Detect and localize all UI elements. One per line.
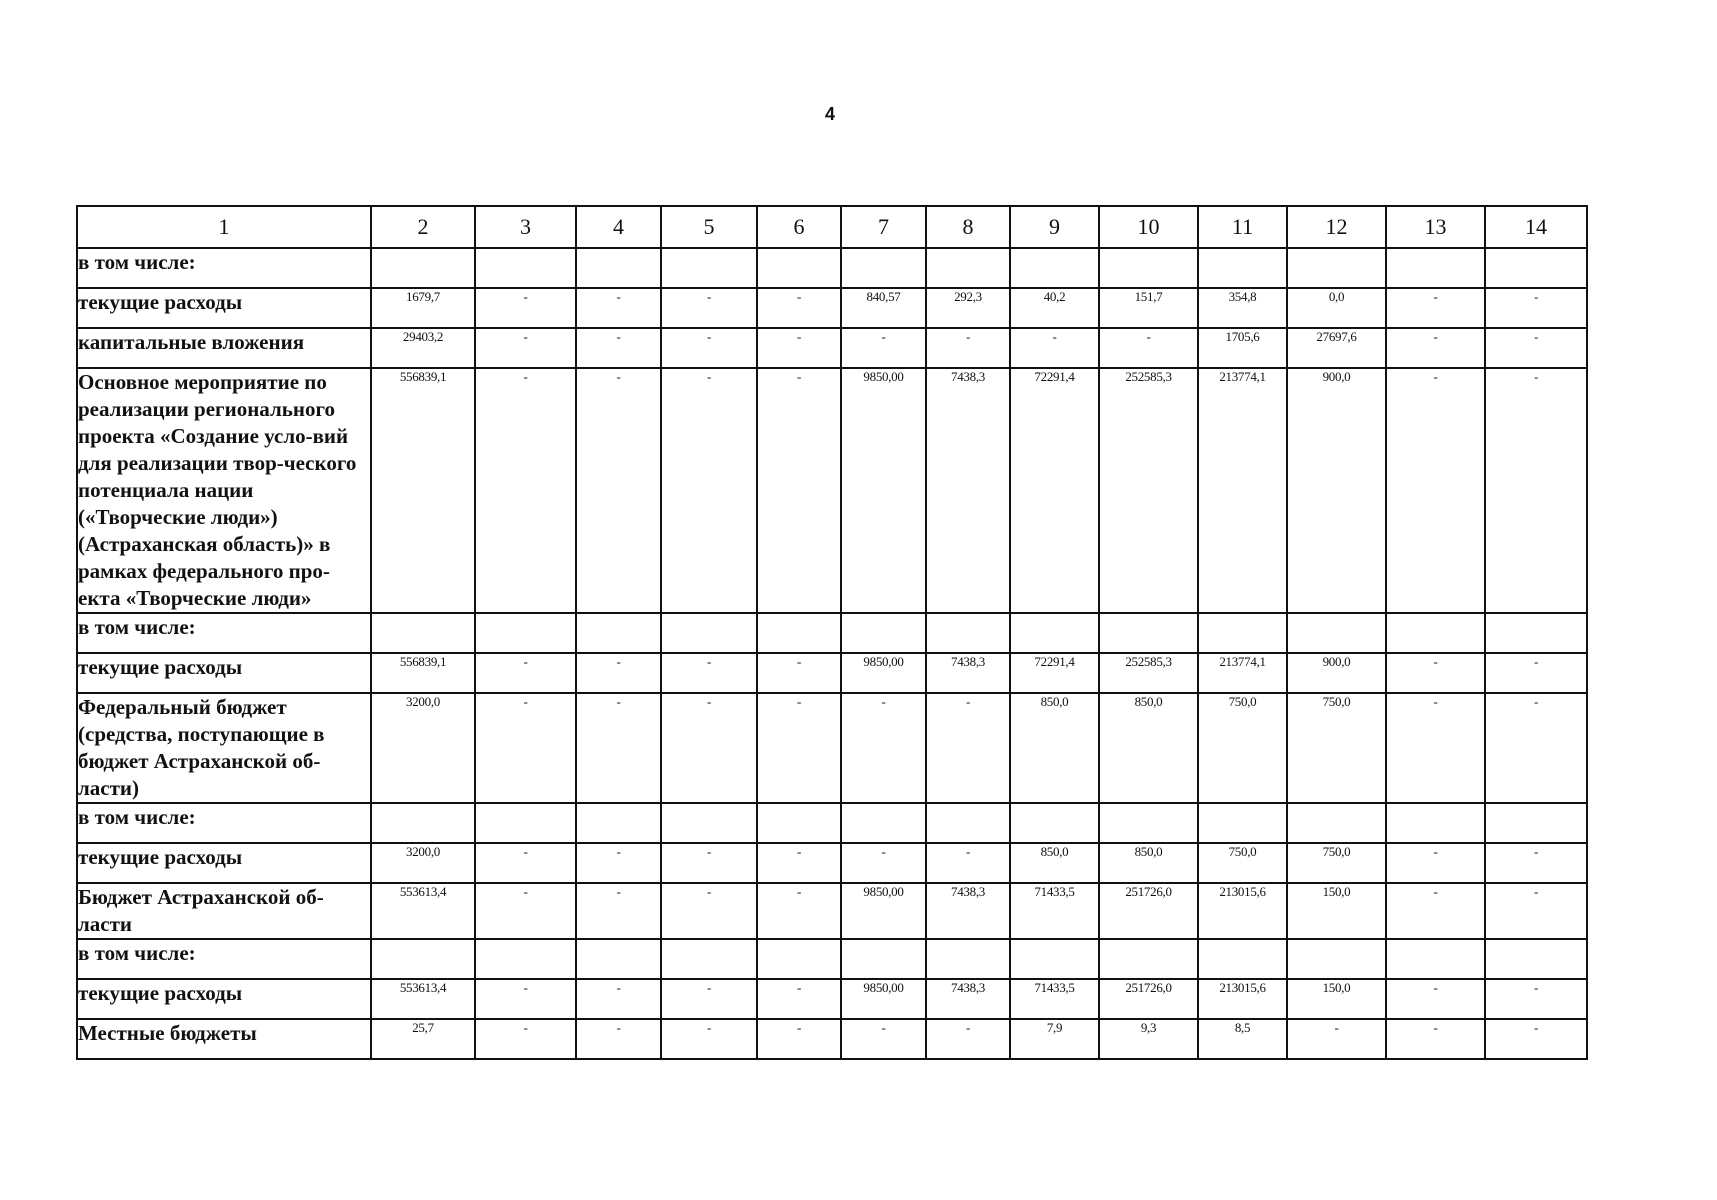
value-cell: - [926,1019,1010,1059]
budget-table [76,205,1588,1060]
row-label: Бюджет Астраханской об-ласти [77,883,371,939]
value-cell: 553613,4 [371,883,475,939]
row-label: текущие расходы [77,979,371,1019]
column-header: 3 [475,206,576,248]
value-cell: 556839,1 [371,653,475,693]
value-cell: 9850,00 [841,653,926,693]
value-cell: - [576,843,661,883]
value-cell: - [1386,368,1485,613]
value-cell: 750,0 [1198,843,1287,883]
value-cell [475,248,576,288]
row-label: Федеральный бюджет (средства, поступающие в бюджет Астраханской об-ласти) [77,693,371,803]
value-cell [1386,939,1485,979]
row-label: в том числе: [77,613,371,653]
value-cell [576,939,661,979]
value-cell: - [1485,653,1587,693]
value-cell [576,803,661,843]
value-cell: - [661,843,757,883]
value-cell: - [475,1019,576,1059]
value-cell [1010,248,1099,288]
value-cell: - [841,328,926,368]
value-cell: 850,0 [1010,843,1099,883]
value-cell: - [576,979,661,1019]
value-cell: - [757,693,841,803]
value-cell [1287,939,1386,979]
value-cell: 252585,3 [1099,368,1198,613]
page-number: 4 [824,104,835,124]
value-cell [1099,613,1198,653]
value-cell: - [1386,843,1485,883]
value-cell [1099,803,1198,843]
value-cell: - [475,288,576,328]
table-row [77,328,1587,368]
value-cell: - [1485,328,1587,368]
column-header: 6 [757,206,841,248]
value-cell: - [576,328,661,368]
value-cell: 3200,0 [371,843,475,883]
value-cell: - [926,693,1010,803]
value-cell: 556839,1 [371,368,475,613]
value-cell: 750,0 [1287,843,1386,883]
value-cell: 553613,4 [371,979,475,1019]
value-cell: - [757,368,841,613]
value-cell [1485,803,1587,843]
value-cell: - [475,843,576,883]
value-cell: - [757,883,841,939]
value-cell [757,803,841,843]
value-cell [1198,248,1287,288]
value-cell: 9850,00 [841,883,926,939]
value-cell: - [576,693,661,803]
value-cell [841,939,926,979]
value-cell: 150,0 [1287,883,1386,939]
value-cell: - [661,883,757,939]
value-cell: - [1485,368,1587,613]
value-cell [661,613,757,653]
table-row [77,368,1587,613]
value-cell [475,613,576,653]
value-cell [371,939,475,979]
value-cell: 213015,6 [1198,883,1287,939]
value-cell: 850,0 [1099,693,1198,803]
value-cell: 8,5 [1198,1019,1287,1059]
value-cell [371,803,475,843]
value-cell: - [1386,979,1485,1019]
value-cell [841,613,926,653]
column-header: 4 [576,206,661,248]
value-cell [926,803,1010,843]
value-cell [1485,248,1587,288]
table-row [77,979,1587,1019]
value-cell [926,248,1010,288]
value-cell: - [1386,328,1485,368]
value-cell [1099,939,1198,979]
value-cell: - [1485,1019,1587,1059]
value-cell: - [661,653,757,693]
value-cell [1485,939,1587,979]
value-cell: - [1099,328,1198,368]
value-cell: 0,0 [1287,288,1386,328]
value-cell [661,803,757,843]
value-cell: 1705,6 [1198,328,1287,368]
value-cell: 251726,0 [1099,883,1198,939]
value-cell: 7438,3 [926,653,1010,693]
value-cell: 7,9 [1010,1019,1099,1059]
value-cell: 840,57 [841,288,926,328]
column-header: 10 [1099,206,1198,248]
value-cell: - [661,1019,757,1059]
row-label: текущие расходы [77,288,371,328]
value-cell: 72291,4 [1010,653,1099,693]
value-cell [757,248,841,288]
value-cell: 213015,6 [1198,979,1287,1019]
value-cell: 213774,1 [1198,653,1287,693]
value-cell: - [475,328,576,368]
value-cell: - [926,328,1010,368]
value-cell: - [576,368,661,613]
value-cell: - [757,1019,841,1059]
value-cell [371,613,475,653]
value-cell: 7438,3 [926,883,1010,939]
value-cell: - [757,843,841,883]
value-cell: 27697,6 [1287,328,1386,368]
value-cell [841,248,926,288]
value-cell: 72291,4 [1010,368,1099,613]
value-cell: 850,0 [1099,843,1198,883]
value-cell: - [661,288,757,328]
header-row [77,206,1587,248]
row-label: капитальные вложения [77,328,371,368]
table-row [77,248,1587,288]
value-cell: - [661,693,757,803]
value-cell [475,803,576,843]
value-cell [371,248,475,288]
row-label: в том числе: [77,939,371,979]
value-cell: 7438,3 [926,979,1010,1019]
value-cell: 354,8 [1198,288,1287,328]
row-label: текущие расходы [77,843,371,883]
value-cell: - [757,288,841,328]
table-row [77,939,1587,979]
value-cell: 71433,5 [1010,883,1099,939]
value-cell [1287,613,1386,653]
value-cell: - [1485,693,1587,803]
value-cell: 750,0 [1287,693,1386,803]
value-cell: - [661,328,757,368]
row-label: Местные бюджеты [77,1019,371,1059]
value-cell [1010,939,1099,979]
value-cell [661,248,757,288]
value-cell: - [1485,979,1587,1019]
value-cell: 3200,0 [371,693,475,803]
column-header: 11 [1198,206,1287,248]
value-cell: 900,0 [1287,368,1386,613]
value-cell: - [1010,328,1099,368]
table-row [77,653,1587,693]
value-cell: 71433,5 [1010,979,1099,1019]
value-cell [1010,803,1099,843]
value-cell: - [475,979,576,1019]
table-row [77,1019,1587,1059]
value-cell: 213774,1 [1198,368,1287,613]
column-header: 13 [1386,206,1485,248]
value-cell: 25,7 [371,1019,475,1059]
value-cell: 29403,2 [371,328,475,368]
column-header: 9 [1010,206,1099,248]
row-label: текущие расходы [77,653,371,693]
row-label: Основное мероприятие по реализации регионального проекта «Создание усло-вий для реализации твор-ческого потенциала нации («Творческие люди») (Астраханская область)» в рамках федерального про-екта «Творческие люди» [77,368,371,613]
table-row [77,288,1587,328]
column-header: 12 [1287,206,1386,248]
value-cell: 150,0 [1287,979,1386,1019]
value-cell [757,939,841,979]
value-cell: 9850,00 [841,979,926,1019]
value-cell: - [757,979,841,1019]
value-cell: - [661,979,757,1019]
column-header: 5 [661,206,757,248]
value-cell [1386,248,1485,288]
value-cell: - [1485,843,1587,883]
value-cell: - [1386,288,1485,328]
value-cell: - [475,693,576,803]
value-cell [1198,939,1287,979]
value-cell [1386,803,1485,843]
column-header: 14 [1485,206,1587,248]
value-cell [841,803,926,843]
value-cell: - [576,883,661,939]
value-cell [1099,248,1198,288]
value-cell [1198,613,1287,653]
value-cell: - [475,368,576,613]
value-cell: 1679,7 [371,288,475,328]
table-row [77,613,1587,653]
value-cell [475,939,576,979]
value-cell: - [1485,883,1587,939]
column-header: 8 [926,206,1010,248]
value-cell: - [1386,883,1485,939]
value-cell [1485,613,1587,653]
value-cell: - [1287,1019,1386,1059]
value-cell: 292,3 [926,288,1010,328]
value-cell: - [475,653,576,693]
value-cell: 7438,3 [926,368,1010,613]
value-cell: 850,0 [1010,693,1099,803]
value-cell [1198,803,1287,843]
value-cell [1386,613,1485,653]
value-cell: 151,7 [1099,288,1198,328]
column-header: 1 [77,206,371,248]
column-header: 7 [841,206,926,248]
value-cell: - [576,653,661,693]
value-cell: - [841,693,926,803]
value-cell: 750,0 [1198,693,1287,803]
value-cell: - [576,1019,661,1059]
value-cell [1010,613,1099,653]
value-cell: - [841,843,926,883]
value-cell: 252585,3 [1099,653,1198,693]
value-cell: 40,2 [1010,288,1099,328]
value-cell: - [1386,1019,1485,1059]
value-cell [576,613,661,653]
value-cell: - [475,883,576,939]
value-cell: 900,0 [1287,653,1386,693]
value-cell [661,939,757,979]
value-cell: - [1386,653,1485,693]
table-row [77,843,1587,883]
value-cell: - [841,1019,926,1059]
value-cell: - [1485,288,1587,328]
value-cell: - [661,368,757,613]
value-cell [1287,803,1386,843]
column-header: 2 [371,206,475,248]
value-cell: - [926,843,1010,883]
table-row [77,883,1587,939]
value-cell: 9,3 [1099,1019,1198,1059]
value-cell: - [757,653,841,693]
row-label: в том числе: [77,803,371,843]
value-cell [1287,248,1386,288]
value-cell: - [1386,693,1485,803]
value-cell [926,939,1010,979]
value-cell [926,613,1010,653]
table-row [77,693,1587,803]
value-cell: - [576,288,661,328]
value-cell: 9850,00 [841,368,926,613]
row-label: в том числе: [77,248,371,288]
value-cell [757,613,841,653]
table-row [77,803,1587,843]
value-cell: 251726,0 [1099,979,1198,1019]
value-cell: - [757,328,841,368]
value-cell [576,248,661,288]
